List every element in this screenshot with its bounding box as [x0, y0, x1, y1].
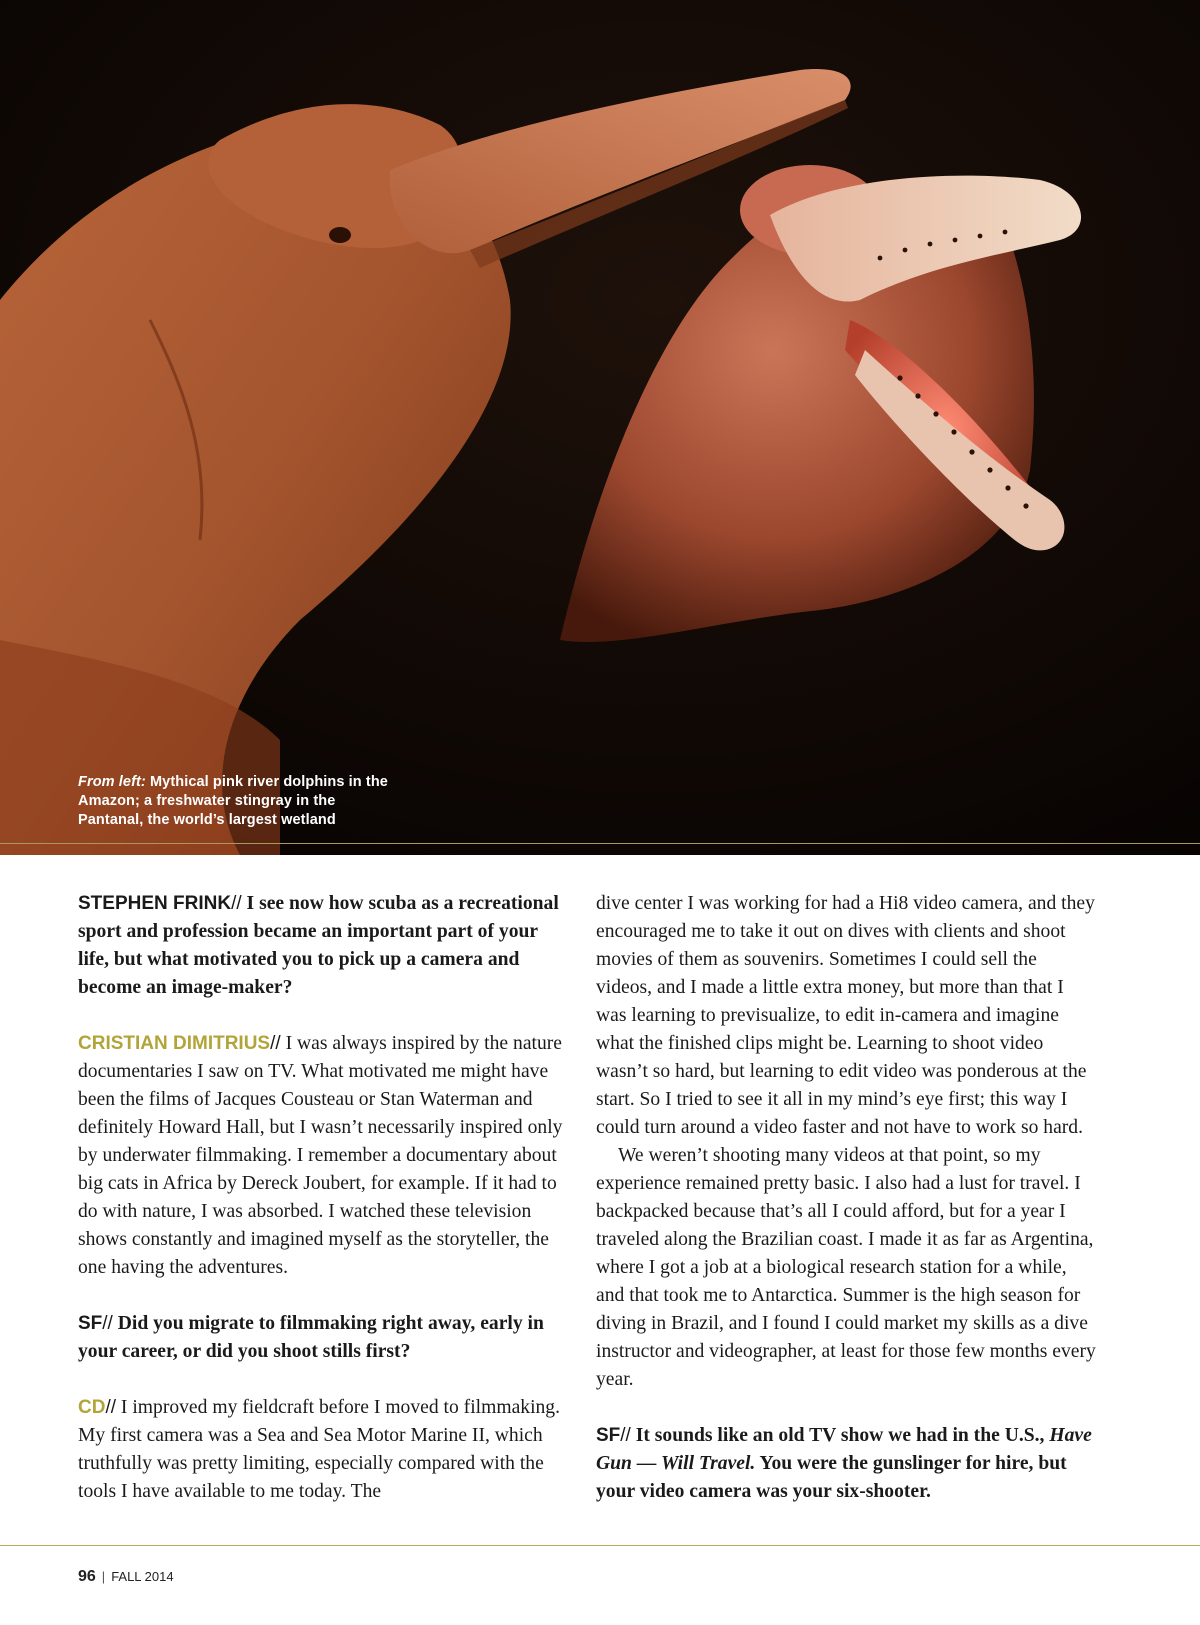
left-column	[78, 890, 568, 1506]
caption-lead: From left:	[78, 774, 146, 790]
speaker-cd: CD	[78, 1397, 106, 1418]
question-2	[78, 1310, 568, 1366]
speaker-sf: SF	[596, 1425, 621, 1446]
page-footer	[78, 1568, 174, 1586]
question-1-text: I see now how scuba as a recreational sport and profession became an important part of your life, but what motivated you to pick up a camera and become an image-maker?	[78, 893, 559, 998]
question-3-text-b: You were the gunslinger for hire, but your video camera was your six-shooter.	[596, 1453, 1067, 1502]
slash-separator: //	[270, 1033, 281, 1054]
question-2-text: Did you migrate to filmmaking right away, early in your career, or did you shoot stills first?	[78, 1313, 544, 1362]
answer-1-text: I was always inspired by the nature documentaries I saw on TV. What motivated me might have been the films of Jacques Cousteau or Stan Waterman and definitely Howard Hall, but I wasn’t necessarily inspired only by underwater filmmaking. I remember a documentary about big cats in Africa by Dereck Joubert, for example. If it had to do with nature, I was absorbed. I watched these television shows constantly and imagined myself as the storyteller, the one having the adventures.	[78, 1033, 563, 1278]
right-column	[596, 890, 1096, 1506]
photo-caption	[78, 773, 398, 830]
speaker-cristian-dimitrius: CRISTIAN DIMITRIUS	[78, 1033, 271, 1054]
speaker-sf: SF	[78, 1313, 103, 1334]
question-3	[596, 1422, 1096, 1506]
answer-2-paragraph-2: We weren’t shooting many videos at that point, so my experience remained pretty basic. I also had a lust for travel. I backpacked because that’s all I could afford, but for a year I traveled along the Brazilian coast. I made it as far as Argentina, where I got a job at a biological research station for a while, and that took me to Antarctica. Summer is the high season for diving in Brazil, and I found I could market my skills as a dive instructor and videographer, at least for those few months every year.	[596, 1145, 1096, 1390]
issue-label: FALL 2014	[111, 1569, 174, 1584]
answer-1	[78, 1030, 568, 1282]
question-3-text-a: It sounds like an old TV show we had in the U.S.,	[630, 1425, 1050, 1446]
slash-separator: //	[231, 893, 242, 914]
speaker-stephen-frink: STEPHEN FRINK	[78, 893, 232, 914]
slash-separator: //	[620, 1425, 631, 1446]
caption-rule	[0, 843, 1200, 844]
question-1	[78, 890, 568, 1002]
answer-2-text: I improved my fieldcraft before I moved to filmmaking. My first camera was a Sea and Sea Motor Marine II, which truthfully was pretty limiting, especially compared with the tools I have available to me today. The	[78, 1397, 561, 1502]
tv-show-title: Have Gun — Will Travel.	[596, 1425, 1092, 1474]
answer-2	[78, 1394, 568, 1506]
slash-separator: //	[102, 1313, 113, 1334]
footer-separator: |	[101, 1569, 106, 1584]
footer-rule	[0, 1545, 1200, 1546]
answer-2-continued: dive center I was working for had a Hi8 video camera, and they encouraged me to take it out on dives with clients and shoot movies of them as souvenirs. Sometimes I could sell the videos, and I made a little extra money, but more than that I was learning to previsualize, to edit in-camera and imagine what the finished clips might be. Learning to shoot video wasn’t so hard, but learning to edit video was ponderous at the start. So I tried to see it all in my mind’s eye first; this way I could turn around a video faster and not have to work so hard.	[596, 893, 1095, 1138]
caption-text: Mythical pink river dolphins in the Amazon; a freshwater stingray in the Pantanal, the world’s largest wetland	[78, 774, 388, 828]
page-number: 96	[78, 1568, 96, 1585]
slash-separator: //	[105, 1397, 117, 1418]
